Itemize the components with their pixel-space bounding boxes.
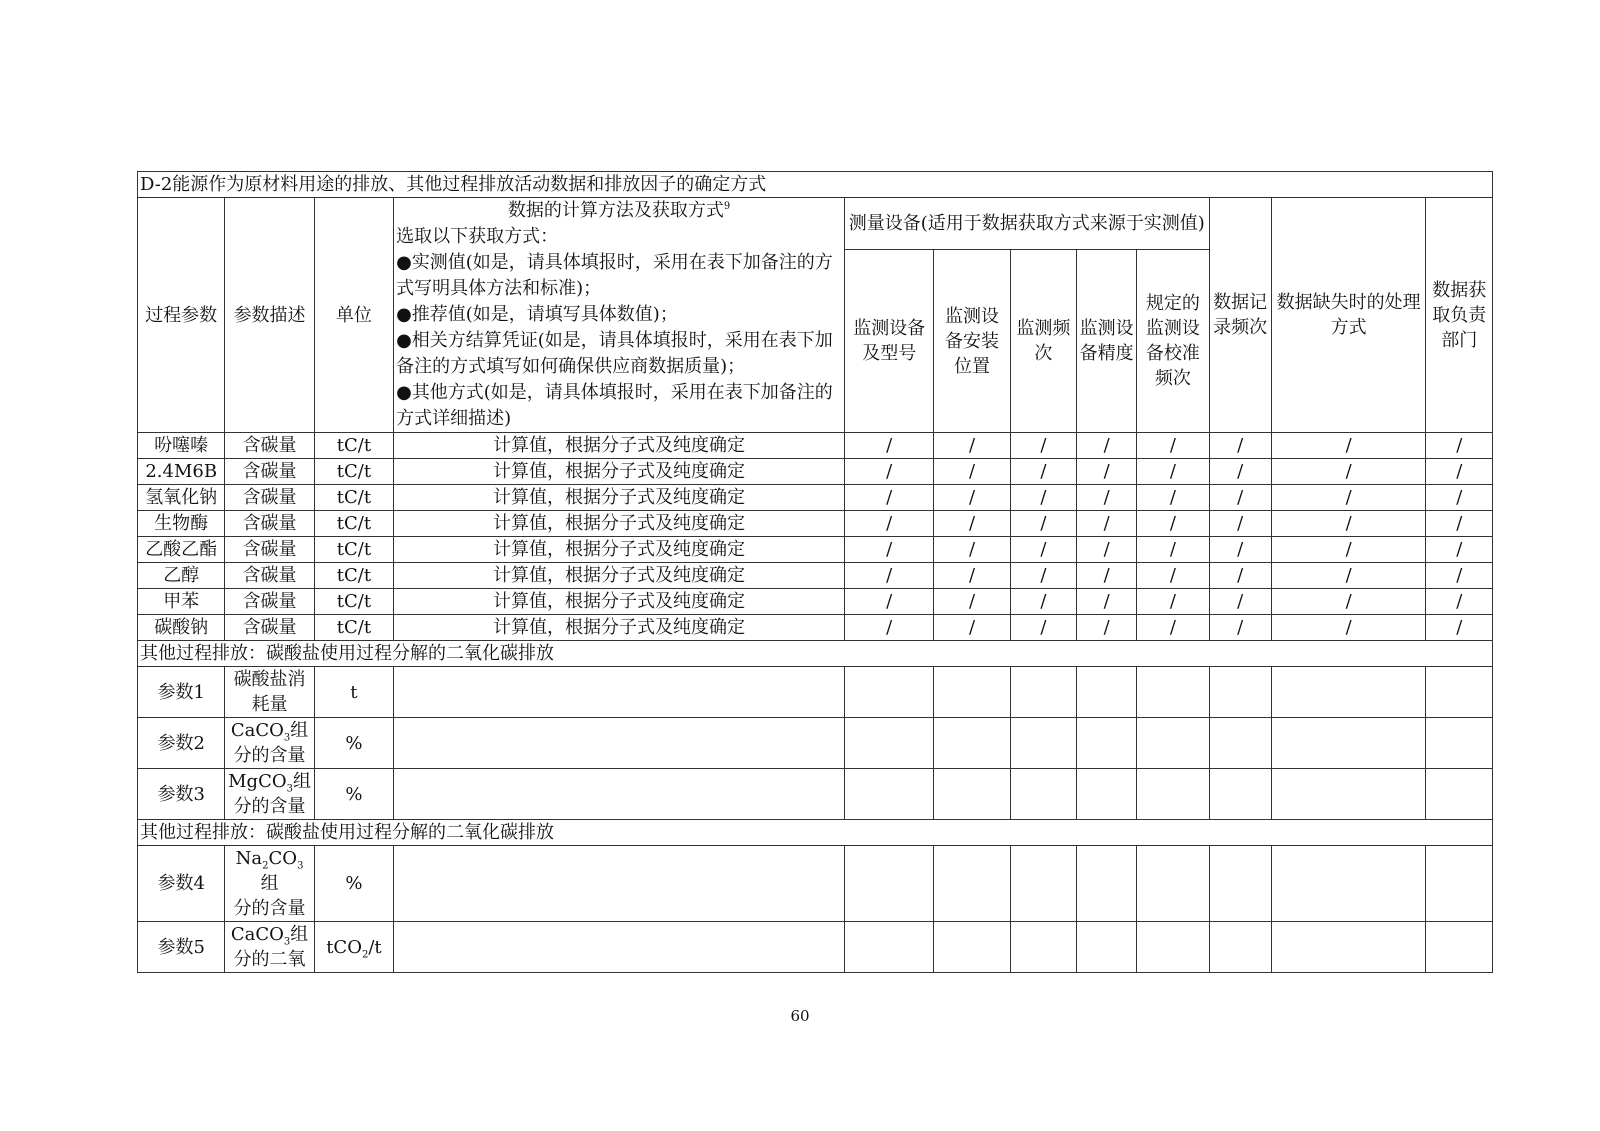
param-cell: 生物酶 xyxy=(138,511,225,537)
table-row xyxy=(138,563,1493,589)
empty-cell xyxy=(1010,922,1076,973)
slash-cell: / xyxy=(1209,563,1271,589)
desc-sub: 3 xyxy=(297,860,304,872)
desc-text: 组 xyxy=(290,720,309,741)
slash-cell: / xyxy=(1077,589,1137,615)
empty-cell xyxy=(1010,718,1076,769)
desc-cell: 含碳量 xyxy=(225,615,314,641)
empty-cell xyxy=(1077,667,1137,718)
empty-cell xyxy=(1271,846,1426,922)
slash-cell: / xyxy=(1137,589,1209,615)
slash-cell: / xyxy=(934,511,1010,537)
empty-cell xyxy=(1077,922,1137,973)
desc-cell xyxy=(225,846,314,922)
method-line: 选取以下获取方式： xyxy=(396,226,559,247)
table-row xyxy=(138,769,1493,820)
param-cell: 甲苯 xyxy=(138,589,225,615)
empty-cell xyxy=(394,769,845,820)
empty-cell xyxy=(1209,769,1271,820)
slash-cell: / xyxy=(845,537,934,563)
page-number: 60 xyxy=(790,1007,810,1025)
unit-text: /t xyxy=(368,936,382,958)
param-cell: 2.4M6B xyxy=(138,459,225,485)
desc-cell: 含碳量 xyxy=(225,537,314,563)
slash-cell: / xyxy=(1209,511,1271,537)
empty-cell xyxy=(1010,846,1076,922)
header-equipment-location: 监测设备安装位置 xyxy=(934,250,1010,433)
method-cell: 计算值，根据分子式及纯度确定 xyxy=(394,511,845,537)
table-row xyxy=(138,667,1493,718)
unit-cell: % xyxy=(314,718,393,769)
method-line: ●相关方结算凭证(如是，请具体填报时，采用在表下加备注的方式填写如何确保供应商数据质量)； xyxy=(396,330,833,377)
slash-cell: / xyxy=(1010,615,1076,641)
empty-cell xyxy=(1271,922,1426,973)
empty-cell xyxy=(1137,846,1209,922)
header-responsible-dept: 数据获取负责部门 xyxy=(1426,198,1493,433)
empty-cell xyxy=(934,846,1010,922)
slash-cell: / xyxy=(1137,433,1209,459)
table-row xyxy=(138,511,1493,537)
slash-cell: / xyxy=(1077,563,1137,589)
empty-cell xyxy=(1209,667,1271,718)
desc-cell: 含碳量 xyxy=(225,459,314,485)
empty-cell xyxy=(1426,769,1493,820)
desc-sub: 3 xyxy=(283,936,291,948)
slash-cell: / xyxy=(1209,433,1271,459)
slash-cell: / xyxy=(1077,511,1137,537)
desc-sub: 2 xyxy=(262,860,269,872)
slash-cell: / xyxy=(1271,485,1426,511)
slash-cell: / xyxy=(1010,537,1076,563)
table-row xyxy=(138,922,1493,973)
slash-cell: / xyxy=(934,589,1010,615)
slash-cell: / xyxy=(1137,485,1209,511)
header-calibration-freq: 规定的监测设备校准频次 xyxy=(1137,250,1209,433)
section-subtitle: 其他过程排放：碳酸盐使用过程分解的二氧化碳排放 xyxy=(138,641,1493,667)
desc-cell xyxy=(225,922,314,973)
slash-cell: / xyxy=(1426,615,1493,641)
slash-cell: / xyxy=(1209,615,1271,641)
empty-cell xyxy=(1426,667,1493,718)
empty-cell xyxy=(1209,718,1271,769)
param-cell: 碳酸钠 xyxy=(138,615,225,641)
empty-cell xyxy=(845,922,934,973)
slash-cell: / xyxy=(1426,589,1493,615)
param-cell: 参数5 xyxy=(138,922,225,973)
empty-cell xyxy=(1077,769,1137,820)
slash-cell: / xyxy=(1077,485,1137,511)
slash-cell: / xyxy=(1010,563,1076,589)
param-cell: 参数4 xyxy=(138,846,225,922)
empty-cell xyxy=(1426,846,1493,922)
empty-cell xyxy=(394,846,845,922)
slash-cell: / xyxy=(1271,433,1426,459)
unit-text: tCO xyxy=(326,936,362,958)
slash-cell: / xyxy=(1426,485,1493,511)
unit-cell: tC/t xyxy=(314,459,393,485)
header-unit: 单位 xyxy=(314,198,393,433)
param-cell: 参数1 xyxy=(138,667,225,718)
unit-cell: tC/t xyxy=(314,485,393,511)
desc-text: 分的含量 xyxy=(233,745,306,766)
slash-cell: / xyxy=(934,563,1010,589)
method-cell: 计算值，根据分子式及纯度确定 xyxy=(394,589,845,615)
section-title: D-2能源作为原材料用途的排放、其他过程排放活动数据和排放因子的确定方式 xyxy=(138,172,1493,198)
empty-cell xyxy=(1010,769,1076,820)
desc-text: 分的含量 xyxy=(233,898,306,919)
desc-text: 组 xyxy=(260,873,279,894)
slash-cell: / xyxy=(1271,615,1426,641)
slash-cell: / xyxy=(1137,511,1209,537)
slash-cell: / xyxy=(1209,459,1271,485)
empty-cell xyxy=(394,667,845,718)
desc-text: CaCO xyxy=(230,924,284,945)
unit-cell: tC/t xyxy=(314,433,393,459)
table-row xyxy=(138,846,1493,922)
unit-cell: % xyxy=(314,846,393,922)
method-cell: 计算值，根据分子式及纯度确定 xyxy=(394,563,845,589)
param-cell: 乙酸乙酯 xyxy=(138,537,225,563)
unit-cell: % xyxy=(314,769,393,820)
unit-cell: tC/t xyxy=(314,511,393,537)
table-row xyxy=(138,537,1493,563)
method-line: ●其他方式(如是，请具体填报时，采用在表下加备注的方式详细描述) xyxy=(396,382,833,429)
param-cell: 参数2 xyxy=(138,718,225,769)
slash-cell: / xyxy=(1137,459,1209,485)
header-method xyxy=(394,198,845,433)
slash-cell: / xyxy=(1426,459,1493,485)
header-missing-handling: 数据缺失时的处理方式 xyxy=(1271,198,1426,433)
empty-cell xyxy=(1271,718,1426,769)
table-row xyxy=(138,433,1493,459)
empty-cell xyxy=(845,846,934,922)
slash-cell: / xyxy=(934,615,1010,641)
empty-cell xyxy=(1137,769,1209,820)
slash-cell: / xyxy=(1271,589,1426,615)
empty-cell xyxy=(1426,922,1493,973)
method-cell: 计算值，根据分子式及纯度确定 xyxy=(394,537,845,563)
slash-cell: / xyxy=(1077,615,1137,641)
unit-cell: tC/t xyxy=(314,615,393,641)
desc-text: Na xyxy=(235,848,263,869)
empty-cell xyxy=(934,718,1010,769)
slash-cell: / xyxy=(1271,459,1426,485)
slash-cell: / xyxy=(934,459,1010,485)
table-row xyxy=(138,718,1493,769)
slash-cell: / xyxy=(845,615,934,641)
header-equipment-group: 测量设备(适用于数据获取方式来源于实测值) xyxy=(845,198,1210,250)
unit-sub: 2 xyxy=(361,949,369,961)
empty-cell xyxy=(934,667,1010,718)
slash-cell: / xyxy=(1209,589,1271,615)
desc-text: 组 xyxy=(292,771,311,792)
slash-cell: / xyxy=(845,459,934,485)
empty-cell xyxy=(845,718,934,769)
desc-cell: 含碳量 xyxy=(225,563,314,589)
slash-cell: / xyxy=(1137,563,1209,589)
header-equipment-model: 监测设备及型号 xyxy=(845,250,934,433)
param-cell: 氢氧化钠 xyxy=(138,485,225,511)
desc-text: MgCO xyxy=(228,771,287,792)
method-line: ●推荐值(如是，请填写具体数值)； xyxy=(396,304,678,325)
empty-cell xyxy=(394,922,845,973)
slash-cell: / xyxy=(1010,433,1076,459)
unit-cell: tC/t xyxy=(314,563,393,589)
desc-text: 分的含量 xyxy=(233,796,306,817)
empty-cell xyxy=(1137,667,1209,718)
emission-determination-table xyxy=(137,171,1493,973)
empty-cell xyxy=(1271,667,1426,718)
table-row xyxy=(138,459,1493,485)
method-title: 数据的计算方法及获取方式 xyxy=(507,200,724,221)
slash-cell: / xyxy=(1426,563,1493,589)
header-equipment-precision: 监测设备精度 xyxy=(1077,250,1137,433)
desc-text: 碳酸盐消 xyxy=(233,669,306,690)
slash-cell: / xyxy=(845,511,934,537)
desc-cell: 含碳量 xyxy=(225,433,314,459)
slash-cell: / xyxy=(1077,537,1137,563)
desc-sub: 3 xyxy=(283,732,291,744)
table-row xyxy=(138,615,1493,641)
unit-cell: tC/t xyxy=(314,589,393,615)
empty-cell xyxy=(1426,718,1493,769)
table-row xyxy=(138,485,1493,511)
param-cell: 吩噻嗪 xyxy=(138,433,225,459)
header-record-freq: 数据记录频次 xyxy=(1209,198,1271,433)
slash-cell: / xyxy=(1010,589,1076,615)
slash-cell: / xyxy=(1271,537,1426,563)
method-line: ●实测值(如是，请具体填报时，采用在表下加备注的方式写明具体方法和标准)； xyxy=(396,252,833,299)
desc-text: 分的二氧 xyxy=(233,949,306,970)
empty-cell xyxy=(1137,718,1209,769)
slash-cell: / xyxy=(934,485,1010,511)
empty-cell xyxy=(394,718,845,769)
slash-cell: / xyxy=(845,485,934,511)
method-footnote: 9 xyxy=(723,201,731,212)
header-monitor-freq: 监测频次 xyxy=(1010,250,1076,433)
slash-cell: / xyxy=(845,589,934,615)
slash-cell: / xyxy=(1426,537,1493,563)
empty-cell xyxy=(1077,718,1137,769)
slash-cell: / xyxy=(1010,485,1076,511)
empty-cell xyxy=(845,667,934,718)
desc-cell: 含碳量 xyxy=(225,589,314,615)
method-cell: 计算值，根据分子式及纯度确定 xyxy=(394,459,845,485)
desc-text: CaCO xyxy=(230,720,284,741)
empty-cell xyxy=(845,769,934,820)
empty-cell xyxy=(934,769,1010,820)
slash-cell: / xyxy=(845,433,934,459)
slash-cell: / xyxy=(1209,485,1271,511)
slash-cell: / xyxy=(1271,563,1426,589)
unit-cell xyxy=(314,922,393,973)
header-param: 过程参数 xyxy=(138,198,225,433)
table-row xyxy=(138,589,1493,615)
slash-cell: / xyxy=(1209,537,1271,563)
empty-cell xyxy=(1209,846,1271,922)
slash-cell: / xyxy=(845,563,934,589)
unit-cell: tC/t xyxy=(314,537,393,563)
slash-cell: / xyxy=(1426,511,1493,537)
slash-cell: / xyxy=(1010,459,1076,485)
header-desc: 参数描述 xyxy=(225,198,314,433)
desc-text: 组 xyxy=(290,924,309,945)
slash-cell: / xyxy=(1137,615,1209,641)
desc-text: 耗量 xyxy=(251,694,288,715)
slash-cell: / xyxy=(934,537,1010,563)
empty-cell xyxy=(1137,922,1209,973)
method-cell: 计算值，根据分子式及纯度确定 xyxy=(394,485,845,511)
section-subtitle: 其他过程排放：碳酸盐使用过程分解的二氧化碳排放 xyxy=(138,820,1493,846)
unit-cell: t xyxy=(314,667,393,718)
empty-cell xyxy=(1271,769,1426,820)
desc-cell xyxy=(225,667,314,718)
slash-cell: / xyxy=(934,433,1010,459)
slash-cell: / xyxy=(1077,433,1137,459)
method-cell: 计算值，根据分子式及纯度确定 xyxy=(394,433,845,459)
desc-cell: 含碳量 xyxy=(225,511,314,537)
desc-cell xyxy=(225,718,314,769)
empty-cell xyxy=(1010,667,1076,718)
slash-cell: / xyxy=(1137,537,1209,563)
slash-cell: / xyxy=(1077,459,1137,485)
slash-cell: / xyxy=(1010,511,1076,537)
slash-cell: / xyxy=(1271,511,1426,537)
desc-sub: 3 xyxy=(286,783,293,795)
slash-cell: / xyxy=(1426,433,1493,459)
desc-cell: 含碳量 xyxy=(225,485,314,511)
method-cell: 计算值，根据分子式及纯度确定 xyxy=(394,615,845,641)
param-cell: 参数3 xyxy=(138,769,225,820)
empty-cell xyxy=(934,922,1010,973)
empty-cell xyxy=(1209,922,1271,973)
desc-text: CO xyxy=(268,848,298,869)
empty-cell xyxy=(1077,846,1137,922)
desc-cell xyxy=(225,769,314,820)
param-cell: 乙醇 xyxy=(138,563,225,589)
